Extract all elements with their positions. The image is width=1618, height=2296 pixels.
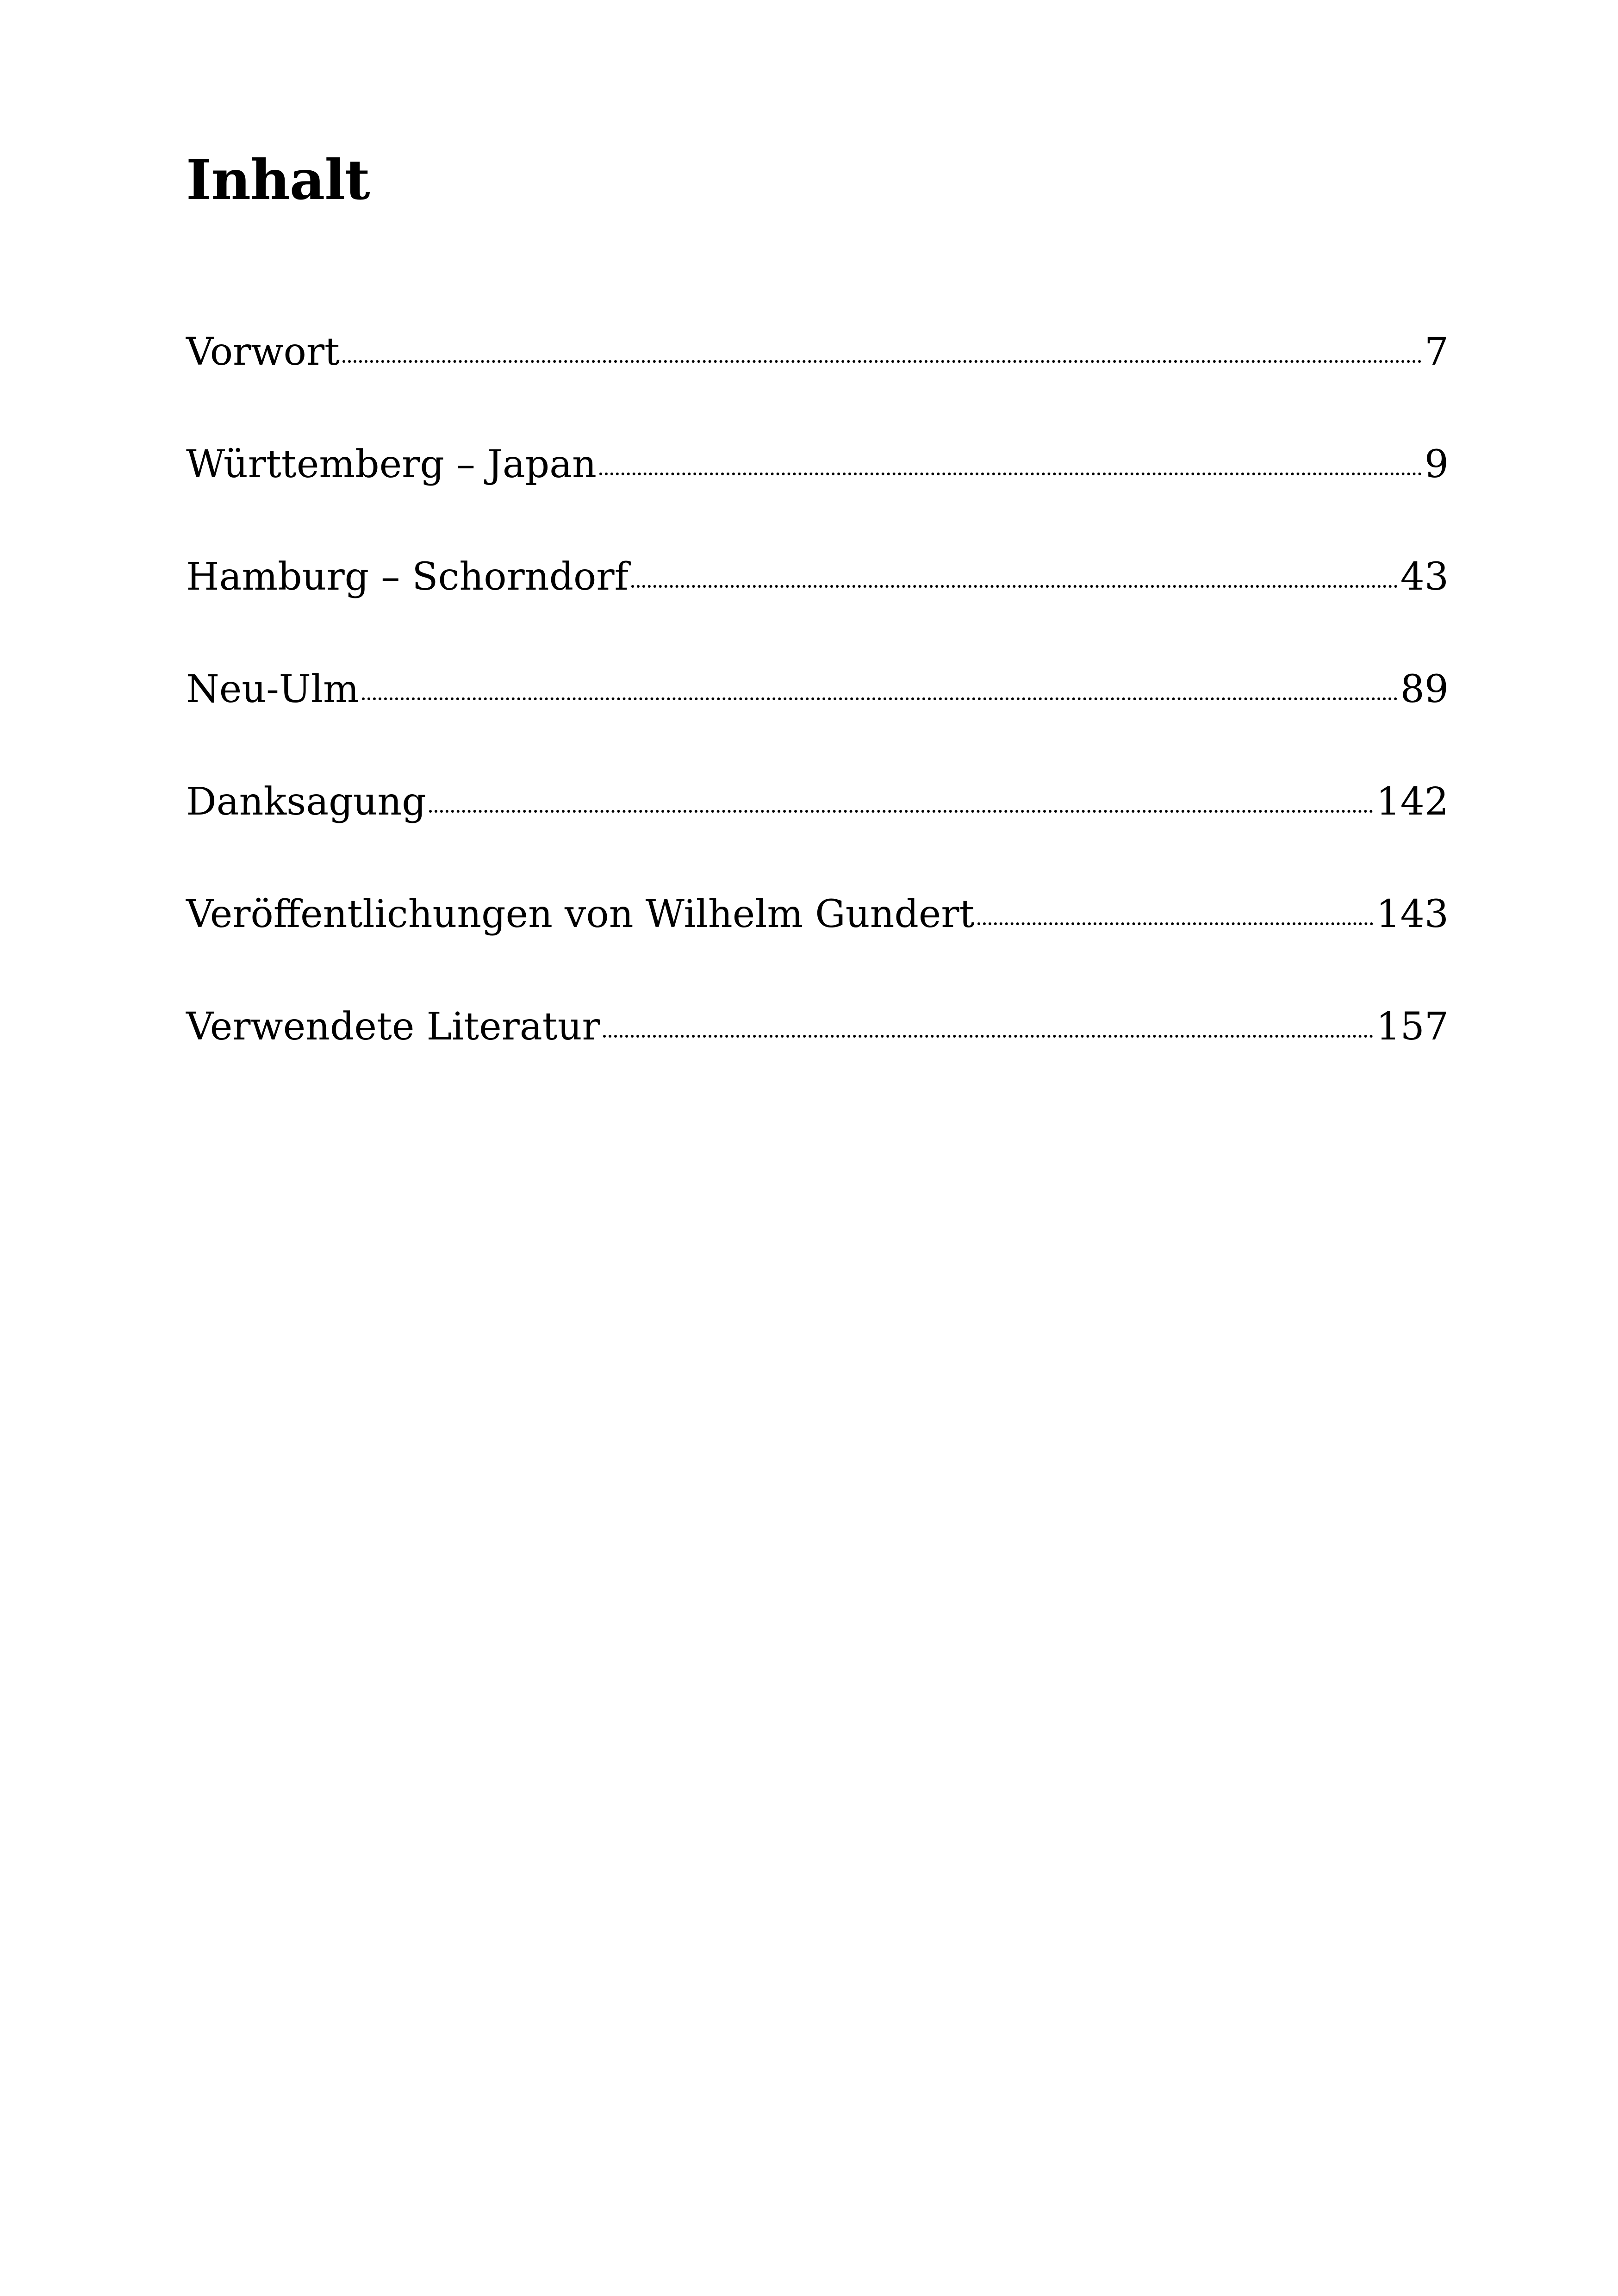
toc-entry-hamburg-schorndorf — [186, 555, 1449, 671]
toc-entry-wuerttemberg-japan — [186, 442, 1449, 558]
page-title: Inhalt — [186, 148, 370, 212]
toc-entry-label: Verwendete Literatur — [186, 1005, 600, 1049]
toc-entry-page-number: 7 — [1424, 330, 1449, 374]
toc-entry-label: Württemberg – Japan — [186, 442, 597, 486]
dot-leader — [362, 697, 1398, 700]
toc-entry-neu-ulm — [186, 667, 1449, 783]
dot-leader — [631, 585, 1398, 588]
toc-entry-page-number: 89 — [1400, 667, 1449, 711]
toc-entry-label: Vorwort — [186, 330, 340, 374]
toc-entry-label: Neu-Ulm — [186, 667, 359, 711]
toc-entry-page-number: 142 — [1376, 780, 1449, 824]
toc-entry-verwendete-literatur — [186, 1005, 1449, 1120]
dot-leader — [599, 473, 1422, 475]
toc-entry-veroeffentlichungen — [186, 892, 1449, 1008]
toc-entry-page-number: 9 — [1424, 442, 1449, 486]
toc-entry-danksagung — [186, 780, 1449, 896]
dot-leader — [603, 1035, 1374, 1038]
toc-entry-label: Danksagung — [186, 780, 426, 824]
toc-entry-page-number: 43 — [1400, 555, 1449, 599]
toc-entry-page-number: 143 — [1376, 892, 1449, 936]
toc-entry-label: Hamburg – Schorndorf — [186, 555, 629, 599]
toc-entry-label: Veröffentlichungen von Wilhelm Gundert — [186, 892, 975, 936]
toc-entry-page-number: 157 — [1376, 1005, 1449, 1049]
table-of-contents — [186, 330, 1449, 1120]
dot-leader — [977, 922, 1374, 925]
dot-leader — [429, 810, 1374, 813]
dot-leader — [342, 360, 1422, 363]
toc-entry-vorwort — [186, 330, 1449, 446]
